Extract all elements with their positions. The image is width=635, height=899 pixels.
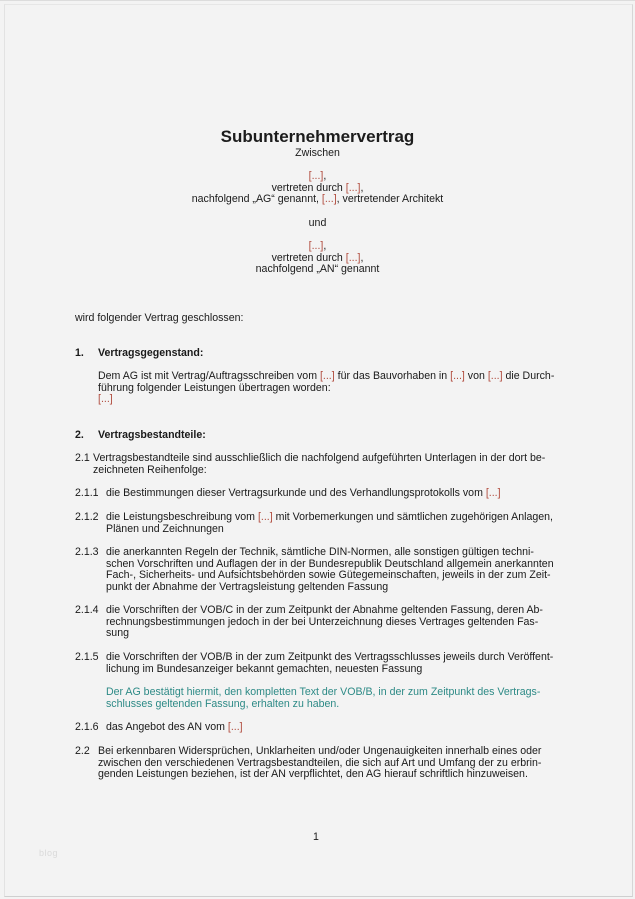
placeholder[interactable]: [...] bbox=[345, 181, 361, 194]
document-title: Subunternehmervertrag bbox=[220, 127, 415, 146]
party-ag-line1: [...], bbox=[308, 170, 327, 182]
placeholder[interactable]: [...] bbox=[485, 487, 501, 499]
placeholder[interactable]: [...] bbox=[319, 370, 335, 382]
and-label: und bbox=[308, 217, 327, 229]
placeholder[interactable]: [...] bbox=[257, 511, 273, 523]
placeholder[interactable]: [...] bbox=[450, 370, 465, 382]
party-an-line1: [...], bbox=[308, 240, 327, 252]
placeholder[interactable]: [...] bbox=[345, 251, 361, 264]
subtitle: Zwischen bbox=[295, 147, 340, 159]
section-1-body: Dem AG ist mit Vertrag/Auftragsschreiben vom [...] für das Bauvorhaben in [...] von [...] die Durch- führung folgender Leistungen übertragen worden: [...] bbox=[98, 371, 568, 406]
party-an-block bbox=[0, 241, 635, 276]
placeholder[interactable]: [...] bbox=[308, 240, 324, 252]
party-an-line3: nachfolgend „AN“ genannt bbox=[255, 263, 380, 276]
party-ag-block bbox=[0, 171, 635, 206]
party-ag-line3: nachfolgend „AG“ genannt, [...], vertretender Architekt bbox=[191, 193, 444, 206]
placeholder[interactable]: [...] bbox=[227, 721, 243, 733]
party-ag-line2: vertreten durch [...], bbox=[271, 181, 364, 194]
party-an-line2: vertreten durch [...], bbox=[271, 251, 364, 264]
placeholder[interactable]: [...] bbox=[321, 193, 337, 206]
intro-text: wird folgender Vertrag geschlossen: bbox=[75, 312, 244, 324]
top-edge bbox=[0, 0, 635, 1]
watermark: blog bbox=[39, 848, 59, 858]
placeholder[interactable]: [...] bbox=[308, 170, 324, 182]
placeholder[interactable]: [...] bbox=[487, 370, 503, 382]
vob-b-confirmation-note: Der AG bestätigt hiermit, den kompletten Text der VOB/B, in der zum Zeitpunkt des Vertrags- schlusses geltenden Fassung, erhalten zu haben. bbox=[106, 686, 541, 710]
page-number: 1 bbox=[313, 831, 319, 843]
placeholder[interactable]: [...] bbox=[98, 393, 113, 406]
